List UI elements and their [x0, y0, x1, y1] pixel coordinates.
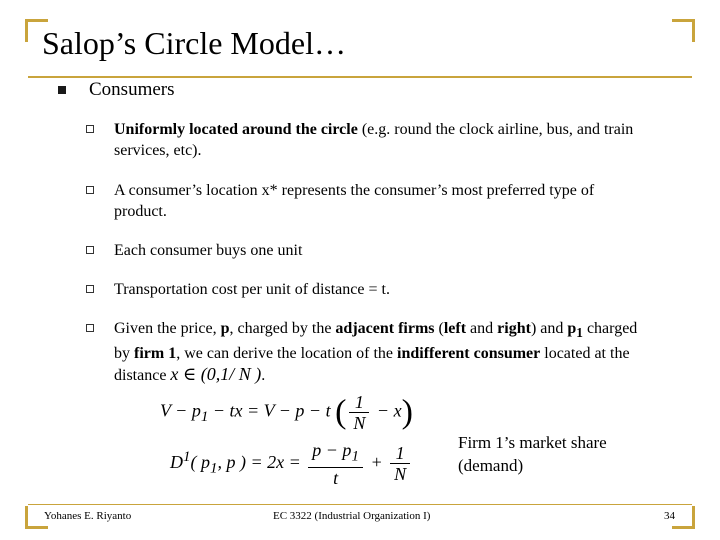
hollow-square-bullet-icon [86, 186, 94, 194]
market-share-note [458, 431, 607, 477]
bullet-text: Each consumer buys one unit [114, 242, 303, 259]
text-run-bold: indifferent consumer [397, 345, 541, 363]
frame-corner-top-right [672, 19, 695, 42]
text-run: charged by [114, 320, 638, 363]
fraction-denominator: N [353, 413, 366, 433]
fraction-numerator: 1 [349, 392, 369, 413]
fraction [349, 392, 369, 433]
bullet-text [114, 119, 644, 161]
fraction-numerator: 1 [390, 443, 410, 464]
text-run-bold: adjacent firms [335, 320, 435, 337]
text-run-bold [567, 320, 583, 341]
eq-term: ( p [190, 451, 210, 472]
text-run-bold: left [443, 320, 467, 337]
title-divider [28, 76, 692, 78]
hollow-square-bullet-icon [86, 246, 94, 254]
eq-subscript: 1 [351, 448, 359, 465]
bullet-bold-text: Uniformly located around the circle [114, 121, 358, 138]
eq-term: − x [372, 400, 402, 421]
eq-term: − tx = V − p − t [208, 400, 331, 421]
eq-superscript: 1 [183, 448, 191, 465]
slide-title: Salop’s Circle Model… [42, 25, 346, 61]
text-run-bold: firm 1 [134, 345, 177, 363]
p1-symbol: p [567, 320, 577, 337]
square-bullet-icon [58, 86, 66, 94]
p1-subscript: 1 [576, 325, 583, 341]
eq-operator: + [370, 451, 383, 472]
text-run: ) and [530, 320, 568, 337]
hollow-square-bullet-icon [86, 285, 94, 293]
bullet-text: Transportation cost per unit of distance = t. [114, 281, 390, 298]
fraction [390, 443, 410, 484]
eq-term: , p ) = 2x = [217, 451, 301, 472]
text-run: ( [434, 320, 444, 337]
text-run-bold: p [220, 320, 230, 337]
bullet-text [114, 318, 644, 386]
fraction [308, 440, 363, 488]
fraction-denominator: N [394, 464, 407, 485]
text-run: located at the distance [114, 345, 630, 385]
eq-subscript: 1 [200, 409, 209, 426]
set-expression: x ∈ (0,1/ N ) [170, 364, 262, 385]
eq-subscript: 1 [210, 460, 218, 477]
text-run: . [261, 367, 266, 385]
market-share-line: (demand) [458, 456, 524, 475]
equation-demand [170, 440, 413, 488]
frame-corner-bottom-right [672, 506, 695, 529]
footer-divider [28, 504, 692, 505]
right-paren-icon: ) [401, 393, 413, 431]
footer-course: EC 3322 (Industrial Organization I) [273, 510, 431, 522]
text-run: Given the price, [114, 320, 221, 337]
market-share-line: Firm 1’s market share [458, 433, 607, 452]
hollow-square-bullet-icon [86, 324, 94, 332]
left-paren-icon: ( [335, 393, 347, 431]
bullet-rest-text: (e.g. round the clock airline, bus, and train services, etc). [114, 121, 634, 159]
text-run: , we can derive the location of the [176, 345, 397, 363]
text-run: , charged by the [229, 320, 336, 337]
heading-label: Consumers [89, 79, 175, 100]
footer-page-number: 34 [664, 510, 675, 522]
hollow-square-bullet-icon [86, 125, 94, 133]
fraction-numerator [308, 440, 363, 468]
text-run: and [466, 320, 498, 337]
eq-term: D [170, 451, 183, 472]
footer-author: Yohanes E. Riyanto [44, 510, 132, 522]
equation-indifference [160, 392, 413, 433]
text-run-bold: right [497, 320, 531, 337]
eq-term: p − p [312, 440, 352, 460]
bullet-text: A consumer’s location x* represents the consumer’s most preferred type of product. [114, 182, 595, 220]
fraction-denominator: t [333, 467, 339, 488]
eq-term: V − p [160, 400, 201, 421]
